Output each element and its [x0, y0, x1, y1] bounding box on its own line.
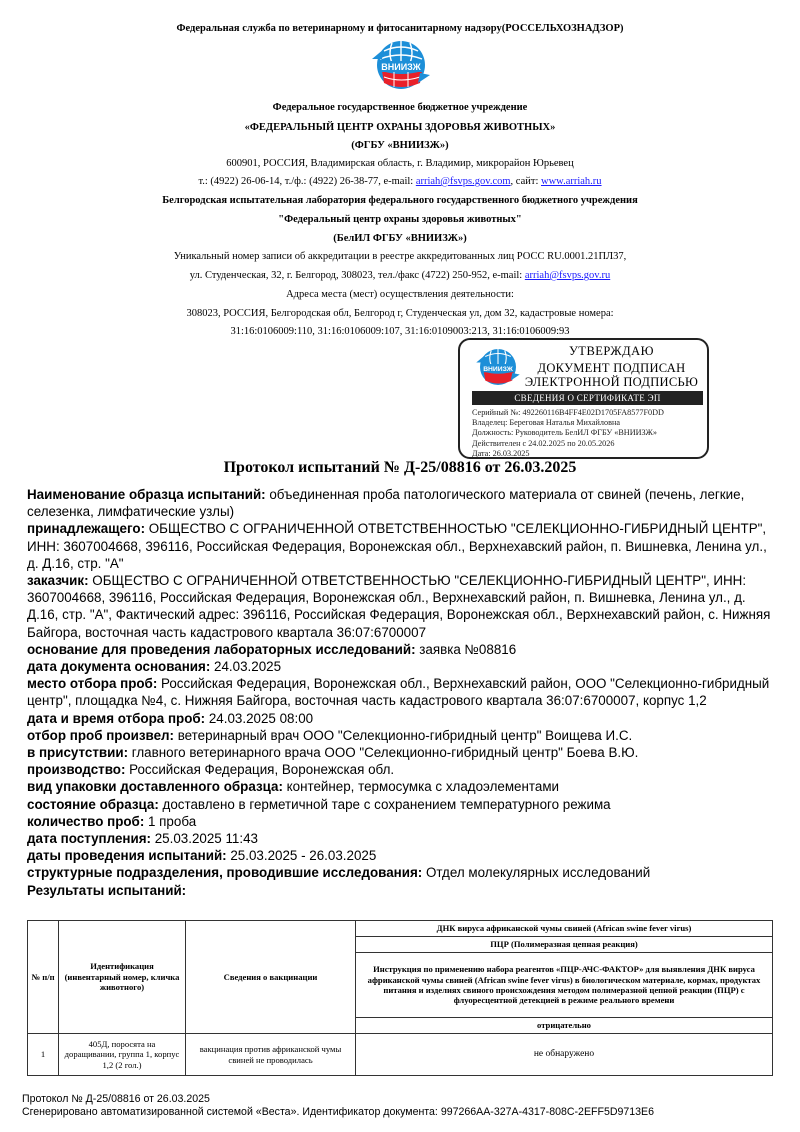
stamp-date: Дата: 26.03.2025 [472, 448, 530, 458]
field-in-presence: в присутствии: главного ветеринарного врача ООО "Селекционно-гибридный центр" Боева В.Ю. [27, 745, 639, 761]
e-signature-stamp [458, 338, 709, 459]
institution-short: (ФГБУ «ВНИИЗЖ») [351, 140, 449, 151]
field-sample-name: Наименование образца испытаний: объединенная проба патологического материала от свиней (печень, легкие, селезенка, лимфатические узлы) [27, 487, 745, 520]
lab-address [0, 269, 800, 282]
institution-contacts [0, 175, 800, 188]
page-footer [22, 1093, 654, 1120]
stamp-serial: Серийный №: 492260116B4FF4E02D1705FA8577F0DD [472, 408, 664, 417]
stamp-signed-line1: ДОКУМЕНТ ПОДПИСАН [537, 361, 686, 375]
field-condition: состояние образца: доставлено в герметичной таре с сохранением температурного режима [27, 796, 611, 812]
field-sampling-datetime: дата и время отбора проб: 24.03.2025 08:00 [27, 710, 314, 726]
field-basis: основание для проведения лабораторных исследований: заявка №08816 [27, 641, 517, 657]
row-identification: 405Д, поросята на доращивании, группа 1, корпус 1,2 (2 гол.) [59, 1034, 186, 1076]
header-instruction: Инструкция по применению набора реагентов «ПЦР-АЧС-ФАКТОР» для выявления ДНК вируса африканской чумы свиней (African swine fever virus) в биологическом материале, кормах, продуктах питания и изделиях свиного происхождения методом полимеразной цепной реакции (ПЦР) с флуоресцентной детекцией в режиме реального времени [356, 953, 773, 1018]
field-quantity: количество проб: 1 проба [27, 813, 197, 829]
lab-quote: "Федеральный центр охраны здоровья животных" [278, 214, 522, 225]
field-sampling-place: место отбора проб: Российская Федерация, Воронежская обл., Верхнехавский район, ООО "Селекционно-гибридный центр", площадка №4, с. Нижняя Байгора, восточная часть кадастрового квартала 36:07:6700007, корпус 1,2 [27, 676, 770, 709]
header-method: ПЦР (Полимеразная цепная реакция) [356, 937, 773, 953]
stamp-logo-icon [474, 346, 522, 388]
sample-details [27, 486, 777, 899]
field-packaging: вид упаковки доставленного образца: контейнер, термосумка с хладоэлементами [27, 779, 560, 795]
site-link[interactable]: www.arriah.ru [541, 176, 602, 187]
stamp-signed-line2: ЭЛЕКТРОННОЙ ПОДПИСЬЮ [524, 375, 699, 389]
institution-type: Федеральное государственное бюджетное учреждение [272, 102, 528, 113]
field-test-dates: даты проведения испытаний: 25.03.2025 - 26.03.2025 [27, 848, 377, 864]
header-identification: Идентификация (инвентарный номер, кличка животного) [59, 921, 186, 1034]
field-basis-date: дата документа основания: 24.03.2025 [27, 659, 282, 675]
header-vaccination: Сведения о вакцинации [186, 921, 356, 1034]
lab-address-text: ул. Студенческая, 32, г. Белгород, 308023, тел./факс (4722) 250-952, e-mail: [189, 270, 525, 281]
vniizzh-logo-icon [370, 37, 432, 93]
field-departments: структурные подразделения, проводившие исследования: Отдел молекулярных исследований [27, 865, 651, 881]
stamp-owner: Владелец: Береговая Наталья Михайловна [472, 418, 620, 428]
stamp-approve: УТВЕРЖДАЮ [568, 344, 655, 358]
activity-address: 308023, РОССИЯ, Белгородская обл, Белгород г, Студенческая ул, дом 32, кадастровые номера: [186, 308, 614, 319]
activity-label: Адреса места (мест) осуществления деятельности: [286, 289, 514, 300]
email-link[interactable]: arriah@fsvps.gov.com [415, 176, 511, 187]
field-owner: принадлежащего: ОБЩЕСТВО С ОГРАНИЧЕННОЙ ОТВЕТСТВЕННОСТЬЮ "СЕЛЕКЦИОННО-ГИБРИДНЫЙ ЦЕНТР", ИНН: 3607004668, 396116, Российская Федерация, Воронежская обл., Верхнехавский район, п. Вишневка, Ленина ул., д. Д.16, стр. "А" [27, 521, 767, 571]
accreditation: Уникальный номер записи об аккредитации в реестре аккредитованных лиц РОСС RU.0001.21ПЛ37, [173, 251, 627, 262]
agency-name: Федеральная служба по ветеринарному и фитосанитарному надзору(РОССЕЛЬХОЗНАДЗОР) [176, 23, 624, 34]
header-num: № п/п [28, 921, 59, 1034]
field-sampled-by: отбор проб произвел: ветеринарный врач ООО "Селекционно-гибридный центр" Воищева И.С. [27, 727, 633, 743]
results-label: Результаты испытаний: [27, 882, 187, 898]
stamp-cert-header: СВЕДЕНИЯ О СЕРТИФИКАТЕ ЭП [472, 391, 703, 405]
site-prefix: , сайт: [510, 176, 541, 187]
stamp-cert-info [472, 408, 664, 459]
stamp-signed [520, 361, 703, 389]
stamp-position: Должность: Руководитель БелИЛ ФГБУ «ВНИИЗЖ» [472, 428, 657, 438]
contacts-phones: т.: (4922) 26-06-14, т./ф.: (4922) 26-38-77, e-mail: [198, 176, 416, 187]
header-analyte: ДНК вируса африканской чумы свиней (African swine fever virus) [356, 921, 773, 937]
lab-short: (БелИЛ ФГБУ «ВНИИЗЖ») [333, 233, 467, 244]
svg-text:ВНИИЗЖ: ВНИИЗЖ [381, 62, 421, 72]
footer-generated: Сгенерировано автоматизированной системой «Веста». Идентификатор документа: 997266AA-327A-4317-808C-2EFF5D9713E6 [22, 1106, 655, 1119]
protocol-title: Протокол испытаний № Д-25/08816 от 26.03.2025 [223, 459, 577, 476]
field-production: производство: Российская Федерация, Воронежская обл. [27, 762, 395, 778]
lab-email-link[interactable]: arriah@fsvps.gov.ru [524, 270, 611, 281]
row-vaccination: вакцинация против африканской чумы свиней не проводилась [186, 1034, 356, 1076]
lab-name: Белгородская испытательная лаборатория федерального государственного бюджетного учреждения [162, 195, 638, 206]
svg-text:ВНИИЗЖ: ВНИИЗЖ [483, 365, 513, 373]
table-row [28, 1034, 773, 1076]
institution-name: «ФЕДЕРАЛЬНЫЙ ЦЕНТР ОХРАНЫ ЗДОРОВЬЯ ЖИВОТНЫХ» [244, 122, 556, 133]
institution-address: 600901, РОССИЯ, Владимирская область, г. Владимир, микрорайон Юрьевец [226, 158, 574, 169]
field-received-date: дата поступления: 25.03.2025 11:43 [27, 831, 258, 847]
header-norm: отрицательно [356, 1018, 773, 1034]
stamp-valid: Действителен с 24.02.2025 по 20.05.2026 [472, 438, 615, 448]
cadastral-numbers: 31:16:0106009:110, 31:16:0106009:107, 31:16:0109003:213, 31:16:0106009:93 [230, 326, 570, 337]
footer-protocol: Протокол № Д-25/08816 от 26.03.2025 [22, 1093, 210, 1105]
row-result: не обнаружено [356, 1034, 773, 1076]
field-customer: заказчик: ОБЩЕСТВО С ОГРАНИЧЕННОЙ ОТВЕТСТВЕННОСТЬЮ "СЕЛЕКЦИОННО-ГИБРИДНЫЙ ЦЕНТР", ИНН: 3607004668, 396116, Российская Федерация, Воронежская обл., Верхнехавский район, п. Вишневка, Ленина ул., д. Д.16, стр. "А", Фактический адрес: 396116, Российская Федерация, Воронежская обл., Верхнехавский район, с. Нижняя Байгора, восточная часть кадастрового квартала 36:07:6700007 [27, 573, 771, 640]
row-num: 1 [28, 1034, 59, 1076]
results-table [27, 920, 773, 1076]
